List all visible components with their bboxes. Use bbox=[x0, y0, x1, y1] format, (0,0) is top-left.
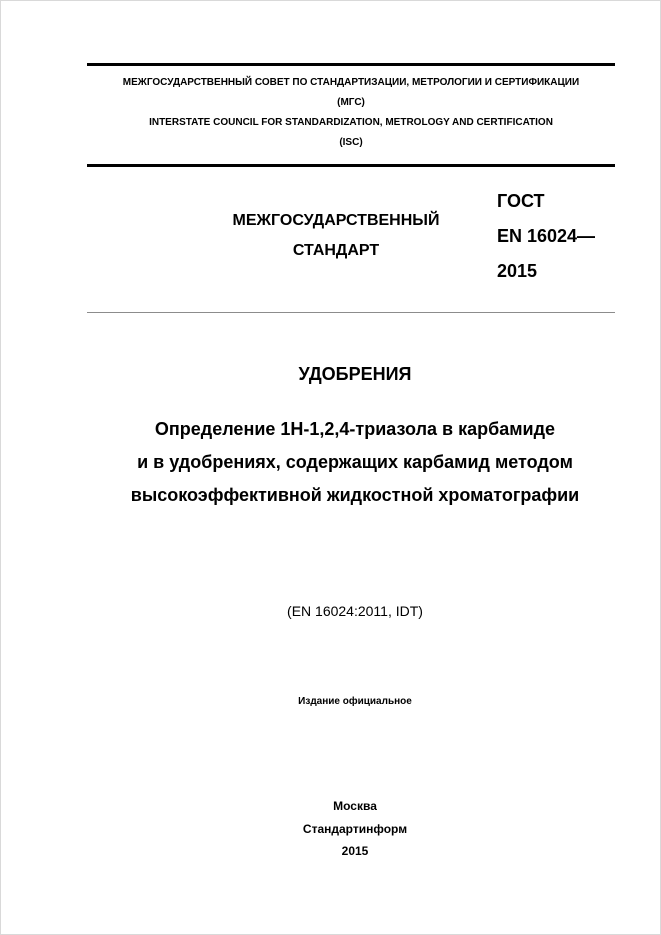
document-subtitle bbox=[61, 413, 649, 512]
council-abbr-ru: (МГС) bbox=[337, 97, 365, 108]
standard-year: 2015 bbox=[497, 261, 538, 281]
standard-number: EN 16024— bbox=[497, 226, 596, 246]
council-block bbox=[87, 73, 615, 153]
imprint-publisher: Стандартинформ bbox=[302, 821, 408, 836]
reference-standard: (EN 16024:2011, IDT) bbox=[287, 603, 423, 619]
council-name-ru: МЕЖГОСУДАРСТВЕННЫЙ СОВЕТ ПО СТАНДАРТИЗАЦИИ, МЕТРОЛОГИИ И СЕРТИФИКАЦИИ bbox=[122, 77, 580, 88]
designation-rule bbox=[87, 312, 615, 313]
edition-note: Издание официальное bbox=[298, 696, 412, 707]
header-bottom-rule bbox=[87, 164, 615, 167]
standard-kind bbox=[201, 206, 471, 266]
council-abbr-en: (ISC) bbox=[339, 137, 363, 148]
subtitle-line-1: Определение 1Н-1,2,4-триазола в карбамиде bbox=[154, 419, 556, 439]
imprint-city: Москва bbox=[333, 799, 377, 813]
subtitle-line-2: и в удобрениях, содержащих карбамид методом bbox=[137, 452, 573, 472]
standard-kind-line1: МЕЖГОСУДАРСТВЕННЫЙ bbox=[232, 212, 440, 229]
standard-designation bbox=[497, 184, 595, 289]
top-rule bbox=[87, 63, 615, 66]
standard-kind-line2: СТАНДАРТ bbox=[292, 242, 380, 259]
imprint-block bbox=[87, 795, 623, 863]
page-title: УДОБРЕНИЯ bbox=[298, 364, 412, 384]
imprint-year: 2015 bbox=[341, 844, 369, 858]
subtitle-line-3: высокоэффективной жидкостной хроматографии bbox=[130, 485, 580, 505]
council-name-en: INTERSTATE COUNCIL FOR STANDARDIZATION, METROLOGY AND CERTIFICATION bbox=[149, 117, 553, 128]
standard-prefix: ГОСТ bbox=[497, 191, 545, 211]
